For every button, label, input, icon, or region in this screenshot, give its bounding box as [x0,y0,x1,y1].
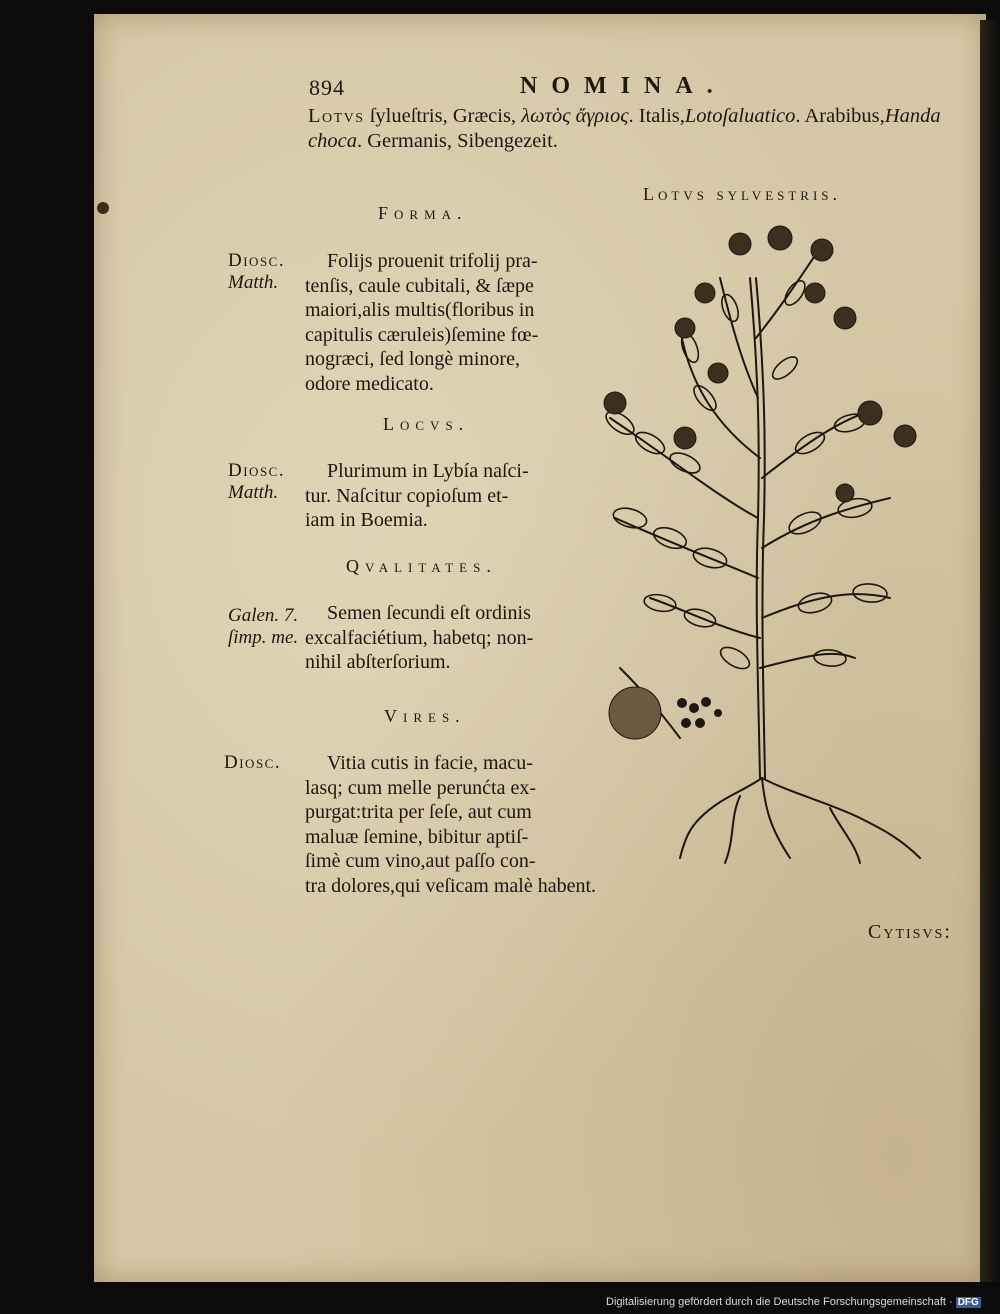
nomina-segment: ſylueſtris, Græcis, [364,105,522,127]
footer-credit [606,1296,981,1308]
margin-note: Diosc. [224,752,282,773]
body-vires [305,751,596,898]
nomina-segment: Lotvs [308,105,365,127]
nomina-segment: choca [308,130,357,152]
nomina-segment: . Arabibus, [795,105,885,127]
text-line: Plurimum in Lybía naſci- [327,460,529,482]
text-line: Folijs prouenit trifolij pra- [327,250,538,272]
nomina-segment: λωτὸς ἄγριος [521,105,629,127]
body-qualitates [305,601,533,675]
text-line: Vitia cutis in facie, macu- [327,752,533,774]
margin-notes-qualitates [228,605,298,649]
text-line: nihil abſterſorium. [305,651,451,673]
lotus-plant-woodcut-icon [590,218,940,868]
margin-note: Matth. [228,272,279,293]
margin-note: Diosc. [228,460,286,481]
text-line: lasq; cum melle perunćta ex- [305,776,537,799]
text-line: ſimè cum vino,aut paſſo con- [305,850,536,872]
body-forma [305,249,538,396]
margin-notes-forma [228,250,285,294]
margin-note: ſimp. me. [228,627,299,648]
text-line: iam in Boemia. [305,509,428,531]
text-line: purgat:trita per ſeſe, aut cum [305,801,532,823]
margin-note: Matth. [228,482,279,503]
nomina-segment: . Germanis, Sibengezeit. [356,130,558,152]
section-heading-vires: Vires. [384,706,466,726]
nomina-segment: . Italis, [628,105,685,127]
margin-notes-vires [224,752,281,774]
nomina-line-1 [308,105,941,128]
text-line: maiori,alis multis(floribus in [305,299,535,321]
section-heading-locus: Locvs. [383,414,470,434]
nomina-segment: Lotoſaluatico [684,105,796,127]
text-line: capitulis cæruleis)ſemine fœ- [305,323,539,346]
section-heading-qualitates: Qvalitates. [346,556,497,576]
text-line: nogræci, ſed longè minore, [305,348,520,370]
text-line: tenſis, caule cubitali, & ſæpe [305,274,534,297]
footer-text: Digitalisierung gefördert durch die Deutsche Forschungsgemeinschaft · [606,1296,953,1308]
dfg-logo-icon: DFG [957,1297,979,1308]
text-line: odore medicato. [305,372,434,395]
text-line: tra dolores,qui veſicam malè habent. [305,874,597,897]
section-heading-forma: Forma. [378,203,468,223]
running-head: NOMINA. [520,73,727,99]
page-edge-shadow [980,20,1000,1282]
nomina-line-2 [308,130,558,153]
text-line: Semen ſecundi eſt ordinis [327,602,531,624]
page-number: 894 [309,75,345,100]
catchword: Cytisvs: [868,921,952,943]
nomina-segment: Handa [884,105,941,127]
body-locus [305,459,529,533]
binding-hole [97,202,109,214]
margin-notes-locus [228,460,285,504]
margin-note: Diosc. [228,250,286,271]
text-line: maluæ ſemine, bibitur aptiſ- [305,825,529,848]
figure-caption: Lotvs sylvestris. [643,184,842,204]
margin-note: Galen. 7. [228,605,299,626]
text-line: tur. Naſcitur copioſum et- [305,484,509,507]
text-line: excalfaciétium, habetq; non- [305,626,534,649]
